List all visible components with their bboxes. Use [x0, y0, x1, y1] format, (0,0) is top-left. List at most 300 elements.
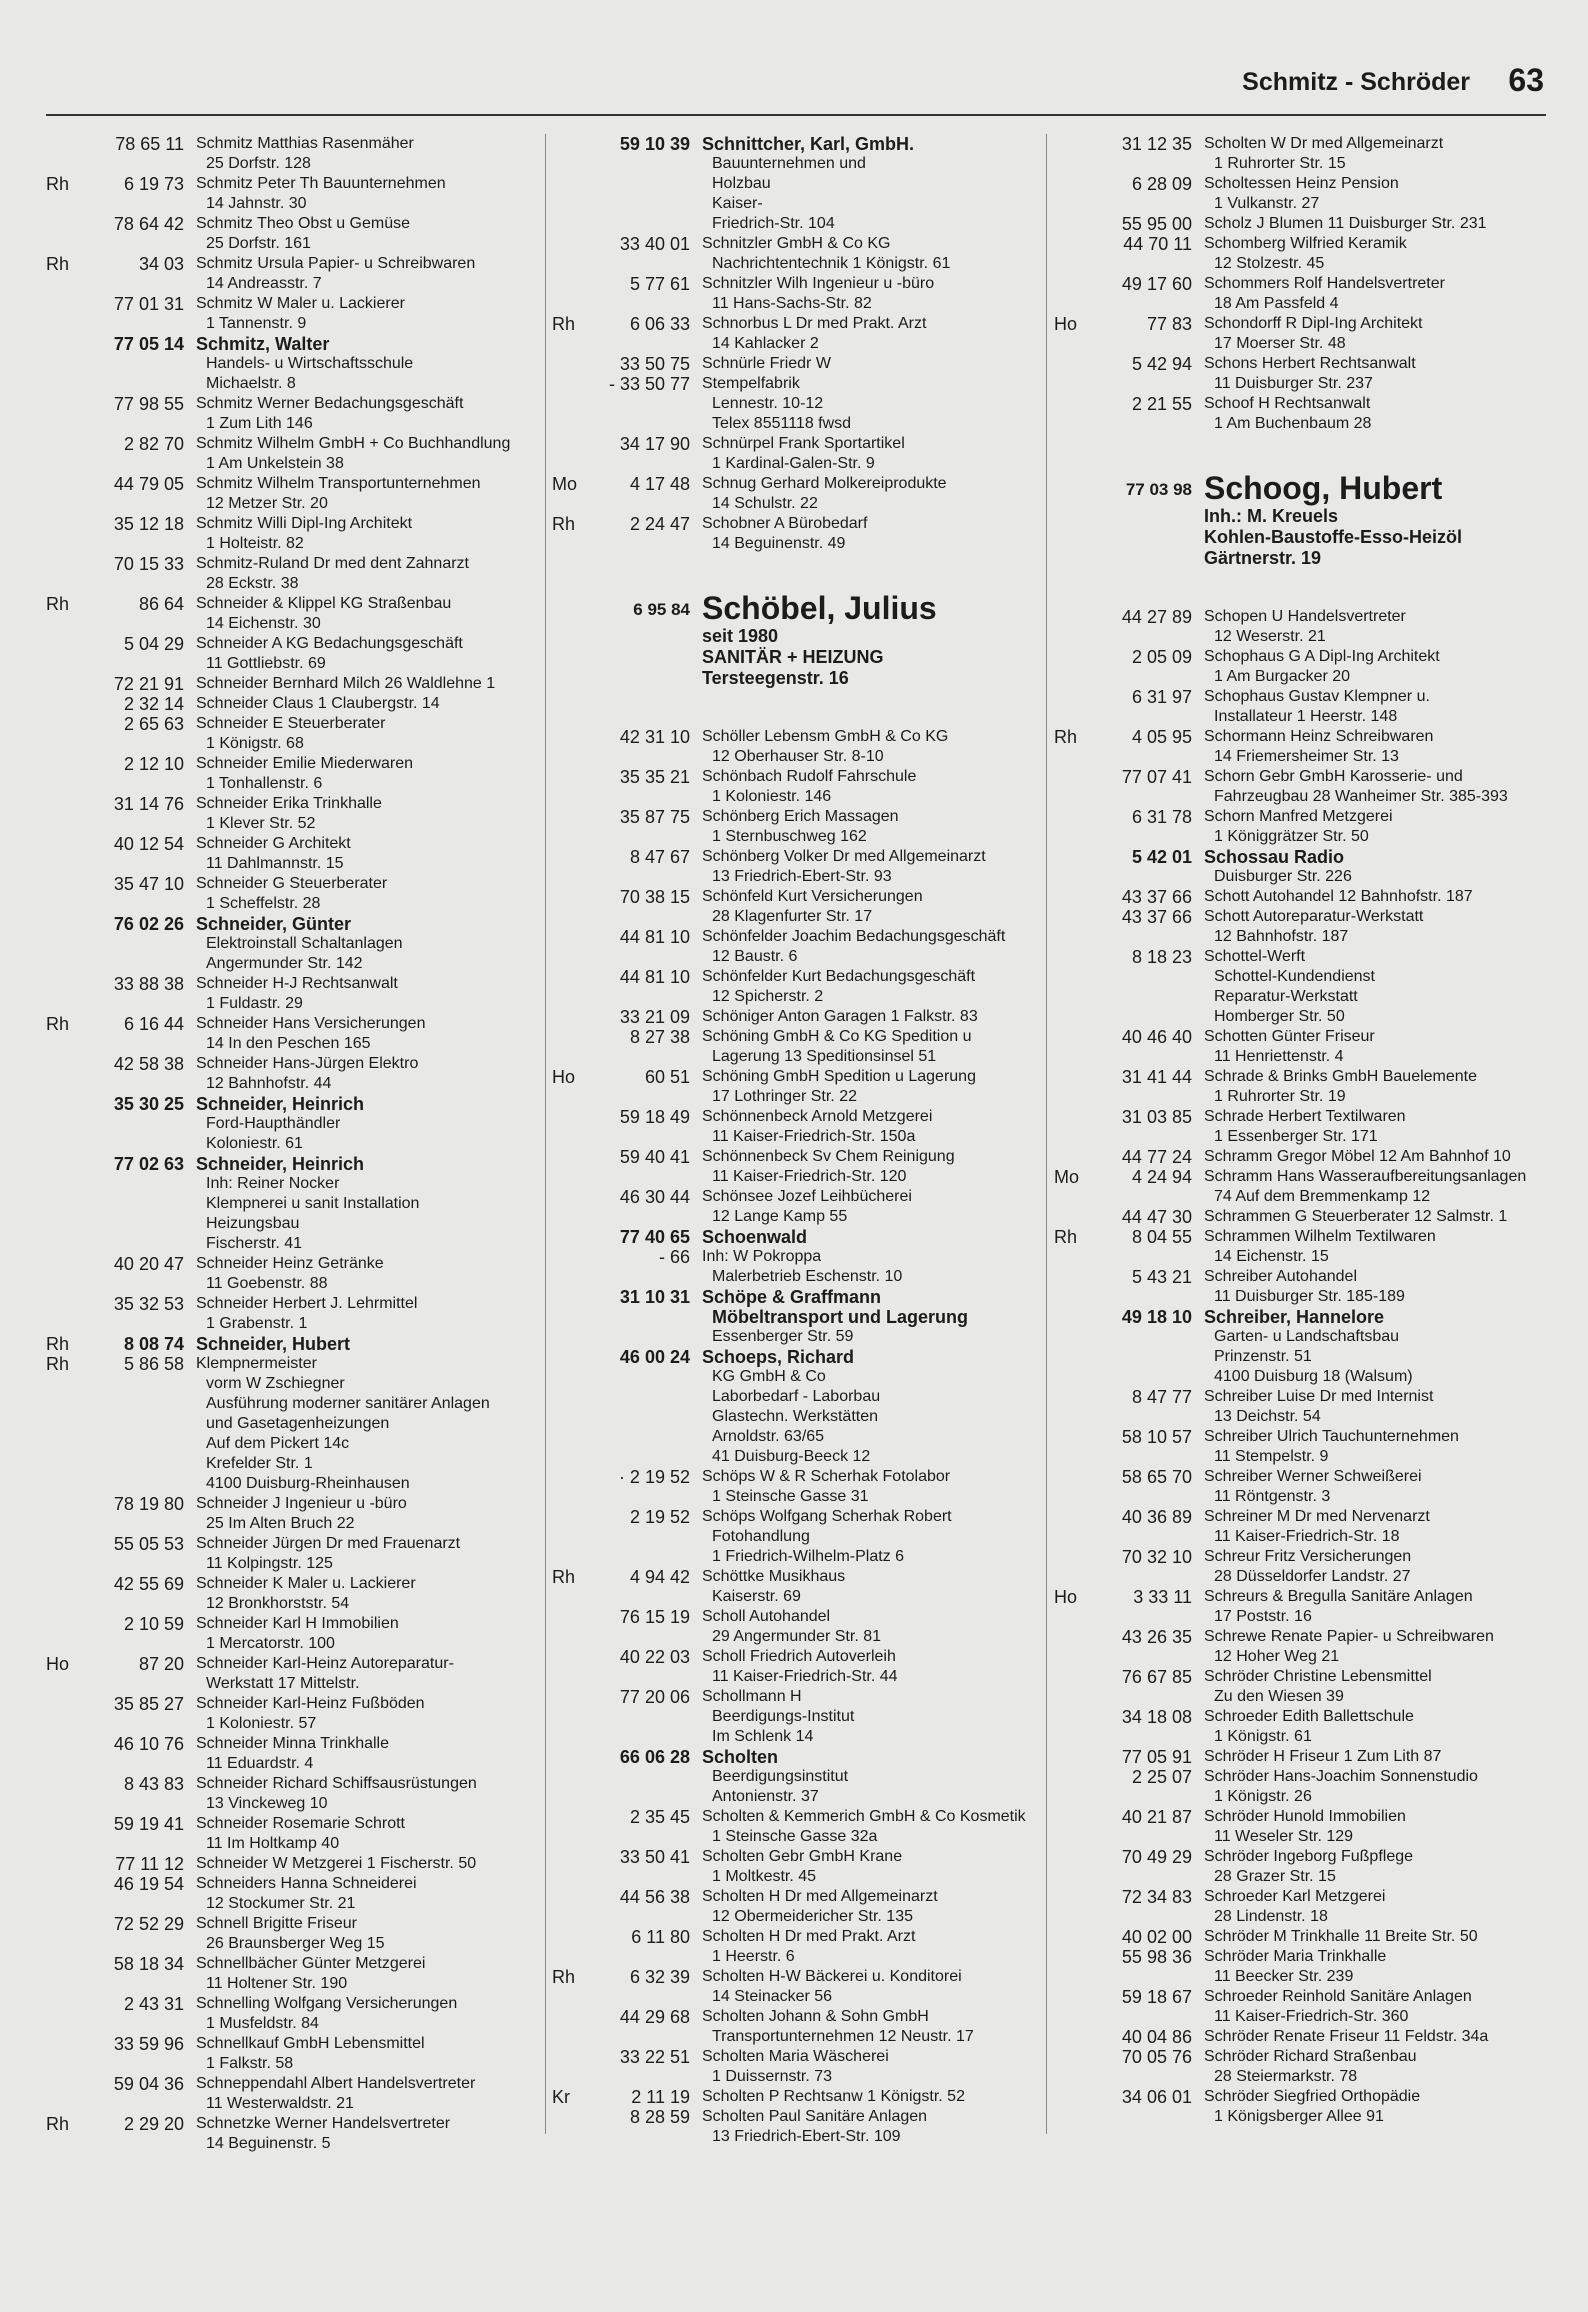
entry-phone: 35 47 10	[113, 874, 184, 894]
entry-text	[702, 767, 1038, 807]
entry-location	[552, 1807, 586, 1847]
entry-text	[196, 834, 536, 874]
entry-detail: 1 Koloniestr. 57	[206, 1715, 317, 1732]
entry-phone: · 2 19 52	[618, 1467, 690, 1487]
entry-text	[1204, 647, 1554, 687]
entry-name: Schophaus Gustav Klempner u.	[1204, 688, 1430, 705]
entry-text	[1204, 1807, 1554, 1847]
entry-text	[702, 1147, 1038, 1187]
entry-text	[1204, 847, 1554, 887]
directory-entry	[46, 1054, 536, 1094]
entry-text	[702, 1347, 1038, 1467]
directory-entry	[46, 674, 536, 694]
entry-name: Schneider Erika Trinkhalle	[196, 795, 382, 812]
entry-location	[1054, 2047, 1088, 2087]
entry-name: Schrade Herbert Textilwaren	[1204, 1108, 1406, 1125]
entry-detail: Heizungsbau	[206, 1215, 300, 1232]
entry-name: Schroeder Karl Metzgerei	[1204, 1888, 1386, 1905]
entry-phone: 59 18 67	[1121, 1987, 1192, 2007]
entry-location	[1054, 470, 1088, 569]
entry-phone: 40 21 87	[1121, 1807, 1192, 1827]
directory-entry	[552, 1887, 1038, 1927]
entry-text	[1204, 134, 1554, 174]
entry-text	[1204, 2087, 1554, 2127]
entry-detail: 13 Vinckeweg 10	[206, 1795, 328, 1812]
entry-phone: 44 27 89	[1121, 607, 1192, 627]
entry-location: Mo	[552, 474, 578, 494]
entry-name: Schreiber Autohandel	[1204, 1268, 1357, 1285]
entry-detail: Nachrichtentechnik 1 Königstr. 61	[712, 255, 951, 272]
entry-phone: 86 64	[138, 594, 184, 614]
directory-entry	[46, 874, 536, 914]
entry-location: Rh	[46, 594, 70, 614]
entry-phone: 31 12 35	[1121, 134, 1192, 154]
entry-name: Schmitz-Ruland Dr med dent Zahnarzt	[196, 555, 469, 572]
entry-location	[1054, 1027, 1088, 1067]
entry-text	[702, 234, 1038, 274]
entry-phone: 60 51	[644, 1067, 690, 1087]
directory-entry	[1054, 767, 1554, 807]
directory-entry	[552, 1287, 1038, 1347]
entry-text	[196, 1294, 536, 1334]
entry-phone: 46 00 24	[619, 1347, 690, 1367]
entry-location	[552, 590, 586, 689]
entry-name: Schnelling Wolfgang Versicherungen	[196, 1995, 458, 2012]
entry-location: Rh	[1054, 727, 1078, 747]
entry-phone: 58 10 57	[1121, 1427, 1192, 1447]
entry-phone: 8 28 59	[629, 2107, 690, 2127]
entry-text	[702, 1967, 1038, 2007]
entry-location	[46, 634, 80, 674]
entry-detail: und Gasetagenheizungen	[206, 1415, 390, 1432]
entry-detail: KG GmbH & Co	[712, 1368, 826, 1385]
entry-name: Schneider Herbert J. Lehrmittel	[196, 1295, 418, 1312]
entry-location	[552, 1507, 586, 1567]
directory-entry	[46, 1734, 536, 1774]
entry-name: Schmitz Wilhelm Transportunternehmen	[196, 475, 481, 492]
entry-text	[196, 2034, 536, 2074]
directory-entry	[1054, 1067, 1554, 1107]
entry-text	[702, 2087, 1038, 2107]
directory-entry	[552, 314, 1038, 354]
entry-phone: 31 03 85	[1121, 1107, 1192, 1127]
entry-location	[46, 214, 80, 254]
entry-location	[46, 1254, 80, 1294]
directory-entry	[1054, 1027, 1554, 1067]
entry-location: Ho	[552, 1067, 576, 1087]
entry-detail: 11 Kaiser-Friedrich-Str. 18	[1214, 1528, 1400, 1545]
directory-entry	[552, 1687, 1038, 1747]
entry-name: Schreiber, Hannelore	[1204, 1307, 1385, 1327]
entry-name: Schöps W & R Scherhak Fotolabor	[702, 1468, 951, 1485]
entry-detail: Kaiser-	[712, 195, 763, 212]
entry-detail: Homberger Str. 50	[1214, 1008, 1345, 1025]
entry-name: Scholten	[702, 1747, 779, 1767]
directory-entry	[46, 1574, 536, 1614]
ad-entry	[552, 590, 1038, 689]
entry-detail: 11 Stempelstr. 9	[1214, 1448, 1329, 1465]
entry-detail: Lagerung 13 Speditionsinsel 51	[712, 1048, 937, 1065]
entry-text	[702, 1847, 1038, 1887]
directory-entry	[552, 807, 1038, 847]
entry-phone: 77 20 06	[619, 1687, 690, 1707]
directory-entry	[46, 1774, 536, 1814]
entry-location	[552, 1007, 586, 1027]
entry-detail: 28 Steiermarkstr. 78	[1214, 2068, 1358, 2085]
entry-phone: 31 10 31	[619, 1287, 690, 1307]
directory-entry	[46, 294, 536, 334]
entry-detail: 1 Mercatorstr. 100	[206, 1635, 335, 1652]
entry-phone: 2 32 14	[123, 694, 184, 714]
entry-name: Schröder M Trinkhalle 11 Breite Str. 50	[1204, 1928, 1478, 1945]
entry-location	[552, 1027, 586, 1067]
entry-text	[196, 474, 536, 514]
entry-name: Schönnenbeck Sv Chem Reinigung	[702, 1148, 955, 1165]
entry-detail: 11 Dahlmannstr. 15	[206, 855, 344, 872]
directory-entry	[46, 1254, 536, 1294]
directory-entry	[46, 1914, 536, 1954]
entry-name: Schneider Heinz Getränke	[196, 1255, 384, 1272]
entry-name: Schmitz, Walter	[196, 334, 330, 354]
ad-entry	[1054, 470, 1554, 569]
entry-text	[196, 174, 536, 214]
entry-text	[1204, 1947, 1554, 1987]
entry-phone: 2 35 45	[629, 1807, 690, 1827]
directory-entry	[552, 727, 1038, 767]
entry-location	[46, 674, 80, 694]
entry-phone: 8 47 77	[1131, 1387, 1192, 1407]
entry-detail: Koloniestr. 61	[206, 1135, 303, 1152]
entry-phone: - 66	[658, 1247, 690, 1267]
entry-text	[196, 634, 536, 674]
entry-location	[46, 694, 80, 714]
directory-entry	[552, 1147, 1038, 1187]
entry-text	[702, 354, 1038, 374]
directory-entry	[46, 1614, 536, 1654]
entry-detail: 12 Metzer Str. 20	[206, 495, 328, 512]
entry-detail: 11 Eduardstr. 4	[206, 1755, 314, 1772]
entry-detail: Möbeltransport und Lagerung	[712, 1307, 968, 1327]
entry-name: Schnittcher, Karl, GmbH.	[702, 134, 915, 154]
entry-phone: 34 06 01	[1121, 2087, 1192, 2107]
entry-text	[1204, 1767, 1554, 1807]
directory-entry	[552, 1187, 1038, 1227]
entry-name: Schnellkauf GmbH Lebensmittel	[196, 2035, 425, 2052]
directory-entry	[1054, 394, 1554, 434]
entry-name: Schneider A KG Bedachungsgeschäft	[196, 635, 463, 652]
entry-phone: 55 98 36	[1121, 1947, 1192, 1967]
entry-detail: 1 Am Buchenbaum 28	[1214, 415, 1372, 432]
entry-detail: 1 Ruhrorter Str. 15	[1214, 155, 1346, 172]
entry-text	[702, 887, 1038, 927]
entry-detail: Michaelstr. 8	[206, 375, 296, 392]
entry-name: Schons Herbert Rechtsanwalt	[1204, 355, 1416, 372]
entry-location	[552, 927, 586, 967]
entry-detail: 11 Duisburger Str. 185-189	[1214, 1288, 1405, 1305]
entry-location	[1054, 394, 1088, 434]
entry-text	[196, 554, 536, 594]
directory-entry	[552, 2007, 1038, 2047]
entry-phone: 5 04 29	[123, 634, 184, 654]
entry-phone: 70 05 76	[1121, 2047, 1192, 2067]
entry-detail: Arnoldstr. 63/65	[712, 1428, 825, 1445]
directory-entry	[46, 914, 536, 974]
entry-phone: 33 88 38	[113, 974, 184, 994]
entry-location	[1054, 1627, 1088, 1667]
ad-text	[1204, 470, 1462, 569]
entry-location	[552, 887, 586, 927]
directory-entry	[46, 2074, 536, 2114]
entry-location	[552, 134, 586, 234]
entry-name: Schotten Günter Friseur	[1204, 1028, 1375, 1045]
entry-detail: Fotohandlung	[712, 1528, 810, 1545]
entry-detail: Friedrich-Str. 104	[712, 215, 835, 232]
entry-location	[552, 2107, 586, 2147]
entry-detail: Elektroinstall Schaltanlagen	[206, 935, 403, 952]
directory-entry	[1054, 887, 1554, 907]
entry-text	[196, 594, 536, 634]
entry-detail: 28 Lindenstr. 18	[1214, 1908, 1328, 1925]
entry-location	[1054, 607, 1088, 647]
entry-location	[1054, 274, 1088, 314]
directory-entry	[552, 1567, 1038, 1607]
entry-location	[46, 974, 80, 1014]
entry-phone: 8 47 67	[629, 847, 690, 867]
directory-entry	[46, 974, 536, 1014]
entry-location	[46, 1994, 80, 2034]
entry-detail: 14 Friemersheimer Str. 13	[1214, 748, 1399, 765]
entry-phone: 70 15 33	[113, 554, 184, 574]
directory-entry	[552, 1647, 1038, 1687]
entry-detail: Krefelder Str. 1	[206, 1455, 313, 1472]
entry-location: Rh	[46, 2114, 70, 2134]
entry-text	[196, 1054, 536, 1094]
directory-entry	[1054, 847, 1554, 887]
entry-text	[1204, 687, 1554, 727]
entry-detail: 1 Grabenstr. 1	[206, 1315, 308, 1332]
column-divider	[1046, 134, 1047, 2134]
entry-location: Ho	[1054, 1587, 1078, 1607]
entry-phone: 77 01 31	[113, 294, 184, 314]
entry-text	[196, 1614, 536, 1654]
directory-entry	[46, 794, 536, 834]
entry-location	[46, 474, 80, 514]
entry-text	[702, 1647, 1038, 1687]
entry-phone: 2 65 63	[123, 714, 184, 734]
entry-phone: 59 19 41	[113, 1814, 184, 1834]
entry-location	[1054, 1747, 1088, 1767]
directory-entry	[1054, 1947, 1554, 1987]
entry-text	[1204, 234, 1554, 274]
entry-name: Schönbach Rudolf Fahrschule	[702, 768, 917, 785]
directory-entry	[1054, 1627, 1554, 1667]
entry-text	[1204, 767, 1554, 807]
entry-location	[1054, 1147, 1088, 1167]
entry-name: Schnell Brigitte Friseur	[196, 1915, 357, 1932]
directory-entry	[46, 1334, 536, 1354]
entry-phone: 40 36 89	[1121, 1507, 1192, 1527]
entry-location	[552, 1227, 586, 1247]
entry-phone: 43 26 35	[1121, 1627, 1192, 1647]
entry-name: Schommers Rolf Handelsvertreter	[1204, 275, 1445, 292]
directory-entry	[46, 1494, 536, 1534]
entry-phone: 40 20 47	[113, 1254, 184, 1274]
entry-name: Schneider Hans-Jürgen Elektro	[196, 1055, 419, 1072]
entry-text	[702, 1067, 1038, 1107]
entry-name: Schrade & Brinks GmbH Bauelemente	[1204, 1068, 1478, 1085]
entry-location	[46, 874, 80, 914]
entry-detail: Bauunternehmen und	[712, 155, 866, 172]
entry-detail: 17 Poststr. 16	[1214, 1608, 1312, 1625]
entry-location: Rh	[46, 1354, 70, 1374]
entry-detail: 1 Koloniestr. 146	[712, 788, 832, 805]
entry-name: Schreiner M Dr med Nervenarzt	[1204, 1508, 1430, 1525]
entry-detail: 14 Jahnstr. 30	[206, 195, 307, 212]
entry-name: Schnorbus L Dr med Prakt. Arzt	[702, 315, 927, 332]
entry-phone: 59 18 49	[619, 1107, 690, 1127]
entry-phone: 44 77 24	[1121, 1147, 1192, 1167]
entry-name: Schröder Christine Lebensmittel	[1204, 1668, 1432, 1685]
entry-name: Schreiber Werner Schweißerei	[1204, 1468, 1422, 1485]
entry-phone: 59 04 36	[113, 2074, 184, 2094]
entry-name: Schneider, Heinrich	[196, 1094, 365, 1114]
directory-entry	[46, 1294, 536, 1334]
directory-entry	[552, 1927, 1038, 1967]
entry-text	[1204, 1227, 1554, 1267]
entry-detail: 1 Kardinal-Galen-Str. 9	[712, 455, 875, 472]
entry-name: Schönsee Jozef Leihbücherei	[702, 1188, 912, 1205]
directory-entry	[1054, 1227, 1554, 1267]
entry-location	[1054, 1507, 1088, 1547]
entry-detail: 25 Dorfstr. 161	[206, 235, 311, 252]
entry-name: Schneider Karl-Heinz Fußböden	[196, 1695, 425, 1712]
entry-detail: 11 Kolpingstr. 125	[206, 1555, 333, 1572]
entry-name: Schollmann H	[702, 1688, 802, 1705]
entry-name: Schreur Fritz Versicherungen	[1204, 1548, 1412, 1565]
ad-text	[702, 590, 937, 689]
entry-location	[1054, 1847, 1088, 1887]
entry-text	[702, 967, 1038, 1007]
entry-name: Schramm Gregor Möbel 12 Am Bahnhof 10	[1204, 1148, 1511, 1165]
entry-location	[552, 1847, 586, 1887]
entry-detail: 1 Am Unkelstein 38	[206, 455, 344, 472]
entry-name: Schmitz Wilhelm GmbH + Co Buchhandlung	[196, 435, 511, 452]
entry-detail: 28 Grazer Str. 15	[1214, 1868, 1336, 1885]
entry-detail: Essenberger Str. 59	[712, 1328, 854, 1345]
entry-location	[1054, 1987, 1088, 2027]
entry-text	[702, 274, 1038, 314]
entry-location	[1054, 887, 1088, 907]
entry-location	[1054, 1547, 1088, 1587]
entry-location	[552, 807, 586, 847]
entry-phone: 35 85 27	[113, 1694, 184, 1714]
entry-location	[1054, 687, 1088, 727]
entry-name: Schneider K Maler u. Lackierer	[196, 1575, 416, 1592]
entry-detail: Transportunternehmen 12 Neustr. 17	[712, 2028, 974, 2045]
entry-text	[1204, 2047, 1554, 2087]
entry-text	[702, 1107, 1038, 1147]
entry-name: Schönberg Volker Dr med Allgemeinarzt	[702, 848, 986, 865]
ad-line: SANITÄR + HEIZUNG	[702, 647, 884, 667]
directory-entry	[552, 134, 1038, 234]
entry-name: Schroeder Edith Ballettschule	[1204, 1708, 1414, 1725]
entry-location	[1054, 1947, 1088, 1987]
entry-text	[702, 1747, 1038, 1807]
entry-phone: 78 19 80	[113, 1494, 184, 1514]
entry-detail: vorm W Zschiegner	[206, 1375, 345, 1392]
entry-name: Schneider & Klippel KG Straßenbau	[196, 595, 452, 612]
entry-phone: 5 77 61	[629, 274, 690, 294]
entry-name: Scholten & Kemmerich GmbH & Co Kosmetik	[702, 1808, 1026, 1825]
entry-phone: 2 10 59	[123, 1614, 184, 1634]
directory-entry	[1054, 2027, 1554, 2047]
entry-phone: 72 21 91	[113, 674, 184, 694]
entry-phone: 33 50 41	[619, 1847, 690, 1867]
directory-entry	[1054, 687, 1554, 727]
entry-text	[196, 514, 536, 554]
entry-location	[46, 914, 80, 974]
ad-line: seit 1980	[702, 626, 779, 646]
entry-text	[1204, 1267, 1554, 1307]
directory-entry	[552, 1807, 1038, 1847]
entry-detail: 12 Stockumer Str. 21	[206, 1895, 356, 1912]
entry-text	[702, 314, 1038, 354]
directory-entry	[1054, 1507, 1554, 1547]
entry-text	[196, 1814, 536, 1854]
entry-text	[702, 1507, 1038, 1567]
entry-phone: 8 04 55	[1131, 1227, 1192, 1247]
entry-phone: 35 87 75	[619, 807, 690, 827]
directory-entry	[552, 1227, 1038, 1247]
entry-name: Schott Autohandel 12 Bahnhofstr. 187	[1204, 888, 1473, 905]
directory-entry	[1054, 2087, 1554, 2127]
entry-name: Scholten Gebr GmbH Krane	[702, 1848, 903, 1865]
entry-detail: Im Schlenk 14	[712, 1728, 814, 1745]
entry-location	[1054, 767, 1088, 807]
directory-entry	[552, 234, 1038, 274]
entry-name: Scholten Maria Wäscherei	[702, 2048, 889, 2065]
entry-location	[46, 1774, 80, 1814]
entry-phone: 2 12 10	[123, 754, 184, 774]
entry-text	[1204, 1107, 1554, 1147]
entry-text	[1204, 947, 1554, 1027]
entry-phone: 44 70 11	[1123, 234, 1192, 254]
entry-name: Schöniger Anton Garagen 1 Falkstr. 83	[702, 1008, 978, 1025]
entry-detail: 25 Im Alten Bruch 22	[206, 1515, 355, 1532]
entry-location	[1054, 1107, 1088, 1147]
ad-line: Gärtnerstr. 19	[1204, 548, 1322, 568]
entry-phone: 70 32 10	[1121, 1547, 1192, 1567]
entry-detail: 1 Tannenstr. 9	[206, 315, 307, 332]
entry-location	[1054, 174, 1088, 214]
entry-location	[1054, 1067, 1088, 1107]
entry-phone: 72 52 29	[113, 1914, 184, 1934]
entry-name: Schöller Lebensm GmbH & Co KG	[702, 728, 949, 745]
directory-entry	[552, 1027, 1038, 1067]
directory-entry	[1054, 647, 1554, 687]
entry-text	[1204, 1147, 1554, 1167]
entry-location: Rh	[552, 1567, 576, 1587]
entry-detail: 11 Westerwaldstr. 21	[206, 2095, 354, 2112]
entry-text	[702, 847, 1038, 887]
entry-detail: Prinzenstr. 51	[1214, 1348, 1312, 1365]
entry-phone: 2 05 09	[1131, 647, 1192, 667]
entry-phone: 76 02 26	[113, 914, 184, 934]
directory-entry	[1054, 607, 1554, 647]
directory-entry	[46, 1954, 536, 1994]
directory-entry	[552, 1347, 1038, 1467]
directory-entry	[552, 354, 1038, 374]
